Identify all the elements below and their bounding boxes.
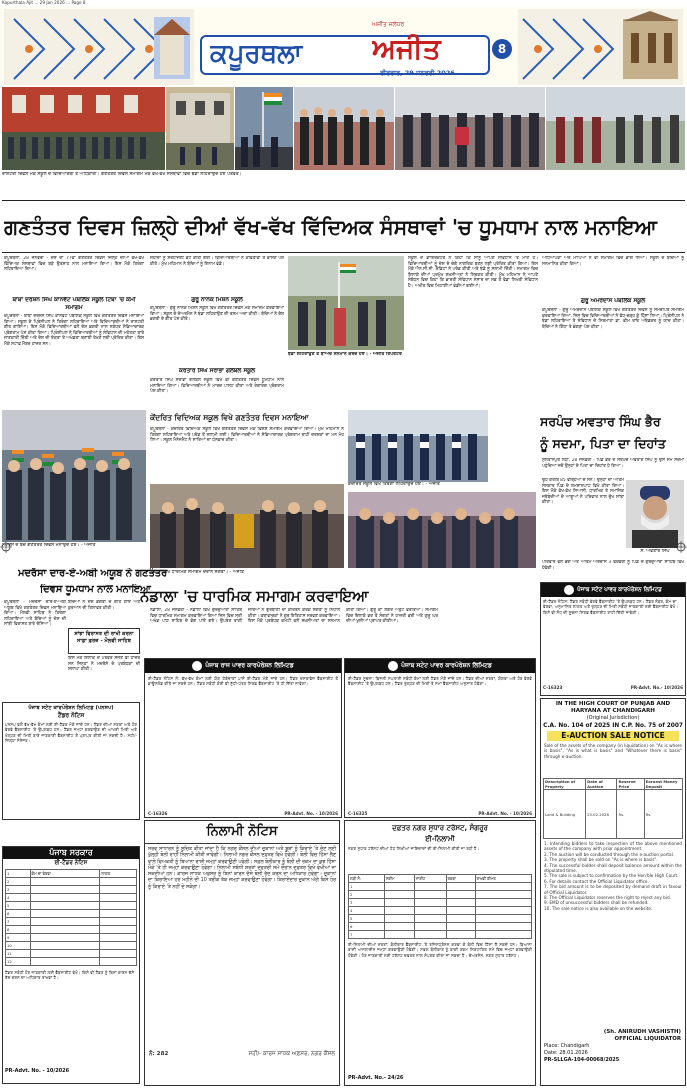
ad-pspcl-mid-1-code: C-16326 bbox=[148, 811, 168, 816]
divider bbox=[2, 252, 685, 253]
table-row: 7 bbox=[6, 918, 137, 926]
main-story-col-1-body: ਕਪੂਰਥਲਾ - ਬਾਬਾ ਦਰਸ਼ਨ ਸਿੰਘ ਕਾਨਵੈਂਟ ਪਬਲਿਕ ਸਕੂਲ ਵਿਖੇ ਗਣਤੰਤਰ ਦਿਵਸ ਮਨਾਇਆ ਗਿਆ। ਸਕੂਲ ਦੇ ਪ੍ਰਿੰਸੀਪਲ ਨੇ ਤਿਰੰਗਾ ਲਹਿਰਾਇਆ ਅਤੇ ਵਿਦਿਆਰਥੀਆਂ ਨੇ ਰਾਸ਼ਟਰੀ ਗੀਤ ਗਾਇਆ। ਇਸ ਮੌਕੇ ਵਿਦਿਆਰਥੀਆਂ ਵਲੋਂ ਦੇਸ਼ ਭਗਤੀ ਨਾਲ ਸਬੰਧਤ ਸੱਭਿਆਚਾਰਕ ਪ੍ਰੋਗਰਾਮ ਪੇਸ਼ ਕੀਤਾ ਗਿਆ। ਪ੍ਰਿੰਸੀਪਲ ਨੇ ਵਿਦਿਆਰਥੀਆਂ ਨੂੰ ਸੰਵਿਧਾਨ ਦੀ ਮਹੱਤਤਾ ਬਾਰੇ ਜਾਣਕਾਰੀ ਦਿੱਤੀ ਅਤੇ ਦੇਸ਼ ਦੀ ਏਕਤਾ ਤੇ ਅਖੰਡਤਾ ਬਣਾਈ ਰੱਖਣ ਲਈ ਪ੍ਰੇਰਿਤ ਕੀਤਾ। ਇਸ ਮੌਕੇ ਸਟਾਫ਼ ਮੈਂਬਰ ਹਾਜ਼ਰ ਸਨ। bbox=[4, 314, 144, 347]
masthead-page-number: 8 bbox=[492, 39, 512, 59]
story5-body: ਨਡਾਲਾ, 28 ਜਨਵਰੀ - ਨਡਾਲਾ ਵਿਖੇ ਗੁਰਦੁਆਰਾ ਸਾਹਿਬ ਵਿਚ ਧਾਰਮਿਕ ਸਮਾਗਮ ਕਰਵਾਇਆ ਗਿਆ ਜਿਸ ਵਿਚ ਸ੍ਰੀ ਅਖੰਡ ਪਾਠ ਸਾਹਿਬ ਦੇ ਭੋਗ ਪਾਏ ਗਏ। ਉਪਰੰਤ ਰਾਗੀ ਜਥਿਆਂ ਨੇ ਗੁਰਬਾਣੀ ਦਾ ਕੀਰਤਨ ਕਰਕੇ ਸੰਗਤਾਂ ਨੂੰ ਨਿਹਾਲ ਕੀਤਾ। ਕਥਾਵਾਚਕਾਂ ਨੇ ਗੁਰ ਇਤਿਹਾਸ ਸਰਵਣ ਕਰਵਾਇਆ। ਇਸ ਮੌਕੇ ਪ੍ਰਬੰਧਕ ਕਮੇਟੀ ਵਲੋਂ ਸ਼ਖ਼ਸੀਅਤਾਂ ਦਾ ਸਨਮਾਨ ਕੀਤਾ ਗਿਆ। ਗੁਰੂ ਕਾ ਲੰਗਰ ਅਤੁੱਟ ਵਰਤਿਆ। ਸਮਾਗਮ ਵਿਚ ਇਲਾਕੇ ਭਰ ਤੋਂ ਸੰਗਤਾਂ ਨੇ ਹਾਜ਼ਰੀ ਭਰੀ ਅਤੇ ਗੁਰੂ ਘਰ ਦੀਆਂ ਖੁਸ਼ੀਆਂ ਪ੍ਰਾਪਤ ਕੀਤੀਆਂ। bbox=[150, 608, 438, 625]
main-subhead-4: ਗੁਰੂ ਅਮਰਦਾਸ ਪਬਲਿਕ ਸਕੂਲ bbox=[580, 298, 646, 304]
main-story-col-5: ਅਧਿਆਪਕਾਂ ਅਤੇ ਮਾਪਿਆਂ ਨੇ ਵੀ ਸਮਾਗਮ ਵਿਚ ਭਾਗ ਲਿਆ। ਸਕੂਲ ਦੇ ਬੱਚਿਆਂ ਨੂੰ ਸਨਮਾਨਿਤ ਕੀਤਾ ਗਿਆ। bbox=[542, 256, 684, 267]
table-row: 11 bbox=[6, 950, 137, 958]
ad-improvement-trust bbox=[344, 820, 536, 1086]
ad-small-left-title: ਪੰਜਾਬ ਸਟੇਟ ਕਾਰਪੋਰੇਸ਼ਨ ਲਿਮਿਟਡ (ਪਨਸਪ) bbox=[28, 705, 114, 711]
main-story-col-2-body-b: ਕਰਤਾਰ ਸਿੰਘ ਸਰਾਭਾ ਗਲੋਬਲ ਸਕੂਲ ਵਿਖੇ ਵੀ ਗਣਤੰਤਰ ਦਿਵਸ ਧੂਮਧਾਮ ਨਾਲ ਮਨਾਇਆ ਗਿਆ। ਵਿਦਿਆਰਥੀਆਂ ਨੇ ਮਾਰਚ ਪਾਸਟ ਕੀਤਾ ਅਤੇ ਰੰਗਾਰੰਗ ਪ੍ਰੋਗਰਾਮ ਪੇਸ਼ ਕੀਤਾ। bbox=[150, 378, 284, 395]
table-row: 4 bbox=[349, 907, 532, 915]
story4-body-a: ਸੁਲਤਾਨਪੁਰ ਲੋਧੀ, 28 ਜਨਵਰੀ - ਪਿੰਡ ਭੈਰ ਦੇ ਸਰਪੰਚ ਅਵਤਾਰ ਸਿੰਘ ਨੂੰ ਉਸ ਸਮੇਂ ਸਦਮਾ ਪਹੁੰਚਿਆ ਜਦੋਂ ਉਨ੍ਹਾਂ ਦੇ ਪਿਤਾ ਦਾ ਦਿਹਾਂਤ ਹੋ ਗਿਆ। bbox=[542, 458, 684, 469]
ad-pspcl-right-code: C-16323 bbox=[543, 685, 563, 690]
ad-pspcl-mid-2-footer bbox=[345, 811, 535, 816]
ad-pspcl-mid-1-header bbox=[145, 659, 341, 673]
table-header: Earnest Money Deposit bbox=[644, 779, 682, 790]
story4-body-c: ਪਰਿਵਾਰ ਵਲੋਂ ਭੋਗ ਅਤੇ ਅੰਤਿਮ ਅਰਦਾਸ 3 ਫਰਵਰੀ ਨੂੰ ਪਿੰਡ ਦੇ ਗੁਰਦੁਆਰਾ ਸਾਹਿਬ ਵਿਖੇ ਹੋਵੇਗੀ। bbox=[542, 560, 684, 571]
court-notice-title: E-AUCTION SALE NOTICE bbox=[547, 731, 679, 741]
story3-boxed-quote: ਸਾਂਝਾ ਵਿਰਾਸਤ ਦੀ ਰਾਖੀ ਕਰਨਾ ਸਾਡਾ ਫ਼ਰਜ਼ - ਮੌਲਵੀ ਸਾਹਿਬ bbox=[68, 628, 140, 654]
story2-headline: ਕੇਂਦਰਿਤ ਵਿਦਿਅਕ ਸਕੂਲ ਵਿਖੇ ਗਣਤੰਤਰ ਦਿਵਸ ਮਨਾਇਆ bbox=[150, 413, 309, 422]
ad-small-left-body: ਪਨਸਪ ਵਲੋਂ ਵੱਖ-ਵੱਖ ਕੰਮਾਂ ਲਈ ਈ-ਟੈਂਡਰ ਮੰਗੇ ਜਾਂਦੇ ਹਨ। ਟੈਂਡਰ ਦੀਆਂ ਸ਼ਰਤਾਂ ਅਤੇ ਹੋਰ ਵੇਰਵੇ ਵੈੱਬਸਾਈਟ 'ਤੇ ਉਪਲਬਧ ਹਨ। ਟੈਂਡਰ ਜਮ੍ਹਾਂ ਕਰਵਾਉਣ ਦੀ ਆਖਰੀ ਮਿਤੀ ਅਤੇ ਖੋਲ੍ਹਣ ਦੀ ਮਿਤੀ ਬਾਰੇ ਜਾਣਕਾਰੀ ਵੈੱਬਸਾਈਟ ਤੋਂ ਪ੍ਰਾਪਤ ਕੀਤੀ ਜਾ ਸਕਦੀ ਹੈ। ਸਹੀ/- ਜ਼ਿਲ੍ਹਾ ਮੈਨੇਜਰ। bbox=[5, 722, 137, 744]
photo-honour-ceremony bbox=[395, 87, 545, 170]
nilami-body: ਸਰਵ ਸਾਧਾਰਨ ਨੂੰ ਸੂਚਿਤ ਕੀਤਾ ਜਾਂਦਾ ਹੈ ਕਿ ਨਗਰ ਕੌਂਸਲ ਦੀਆਂ ਦੁਕਾਨਾਂ ਅਤੇ ਬੂਥਾਂ ਨੂੰ ਕਿਰਾਏ 'ਤੇ ਦੇਣ ਲਈ ਖੁੱਲ੍ਹੀ ਬੋਲੀ ਰਾਹੀਂ ਨਿਲਾਮੀ ਕੀਤੀ ਜਾਵੇਗੀ। ਨਿਲਾਮੀ ਨਗਰ ਕੌਂਸਲ ਦਫ਼ਤਰ ਵਿਖੇ ਹੋਵੇਗੀ। ਬੋਲੀ ਵਿਚ ਹਿੱਸਾ ਲੈਣ ਵਾਲੇ ਵਿਅਕਤੀ ਨੂੰ ਬਿਆਨਾ ਰਾਸ਼ੀ ਜਮ੍ਹਾਂ ਕਰਵਾਉਣੀ ਪਵੇਗੀ। ਸਫ਼ਲ ਬੋਲੀਕਾਰ ਨੂੰ ਬੋਲੀ ਦੀ ਰਕਮ ਦਾ ਕੁਝ ਹਿੱਸਾ ਮੌਕੇ 'ਤੇ ਹੀ ਜਮ੍ਹਾਂ ਕਰਵਾਉਣਾ ਹੋਵੇਗਾ। ਨਿਲਾਮੀ ਸਬੰਧੀ ਸ਼ਰਤਾਂ ਦਫ਼ਤਰੀ ਸਮੇਂ ਦੌਰਾਨ ਦਫ਼ਤਰ ਵਿਖੇ ਵੇਖੀਆਂ ਜਾ ਸਕਦੀਆਂ ਹਨ। ਕਾਰਜ ਸਾਧਕ ਅਫ਼ਸਰ ਨੂੰ ਬਿਨਾਂ ਕਾਰਨ ਦੱਸੇ ਬੋਲੀ ਰੱਦ ਕਰਨ ਦਾ ਅਧਿਕਾਰ ਹੋਵੇਗਾ। ਦੁਕਾਨਾਂ ਦਾ ਕਿਰਾਇਆ ਹਰ ਮਹੀਨੇ ਦੀ 10 ਤਰੀਕ ਤੱਕ ਜਮ੍ਹਾਂ ਕਰਵਾਉਣਾ ਹੋਵੇਗਾ। ਕਿਰਾਏਦਾਰ ਦੁਕਾਨ ਅੱਗੇ ਕਿਸੇ ਹੋਰ ਨੂੰ ਕਿਰਾਏ 'ਤੇ ਨਹੀਂ ਦੇ ਸਕੇਗਾ। bbox=[148, 847, 336, 890]
table-row: 2 bbox=[349, 891, 532, 899]
ad-pspcl-right-footer bbox=[541, 685, 685, 690]
ad-pspcl-mid-1-title: ਪੰਜਾਬ ਰਾਜ ਪਾਵਰ ਕਾਰਪੋਰੇਸ਼ਨ ਲਿਮਿਟਡ bbox=[205, 662, 294, 669]
court-signature-name: (Sh. ANIRUDH VASHISTH) bbox=[603, 1029, 681, 1035]
ad-punjab-sarkar-body: ਟੈਂਡਰ ਸਬੰਧੀ ਹੋਰ ਜਾਣਕਾਰੀ ਲਈ ਵੈੱਬਸਾਈਟ ਵੇਖੋ। ਕਿਸੇ ਵੀ ਟੈਂਡਰ ਨੂੰ ਬਿਨਾਂ ਕਾਰਨ ਦੱਸੇ ਰੱਦ ਕਰਨ ਦਾ ਅਧਿਕਾਰ ਰਾਖਵਾਂ ਹੈ। bbox=[5, 970, 135, 981]
table-header: Description of Property bbox=[544, 779, 586, 790]
ad-pspcl-mid-2 bbox=[344, 658, 536, 818]
pspcl-logo-icon bbox=[388, 661, 398, 671]
top-photos-caption: ਰਾਸ਼ਟਰੀ ਦਿਵਸ ਮੌਕੇ ਸਕੂਲ ਦੇ ਵਿਦਿਆਰਥੀ ਤੇ ਅਧਿਕਾਰੀ। ਗਣਤੰਤਰ ਦਿਵਸ ਸਮਾਗਮ ਮੌਕੇ ਵੱਖ-ਵੱਖ ਸੰਸਥਾਵਾਂ ਵਿਚ ਝੰਡਾ ਲਹਿਰਾਉਂਦੇ ਹੋਏ ਪਤਵੰਤੇ। bbox=[2, 172, 242, 177]
main-story-col-1: ਕਪੂਰਥਲਾ, 28 ਜਨਵਰੀ - ਦੇਸ਼ ਦਾ 77ਵਾਂ ਗਣਤੰਤਰ ਦਿਵਸ ਜ਼ਿਲ੍ਹੇ ਦੀਆਂ ਵੱਖ-ਵੱਖ ਵਿੱਦਿਅਕ ਸੰਸਥਾਵਾਂ ਵਿਚ ਬੜੇ ਉਤਸ਼ਾਹ ਨਾਲ ਮਨਾਇਆ ਗਿਆ। ਇਸ ਮੌਕੇ ਤਿਰੰਗਾ ਲਹਿਰਾਇਆ ਗਿਆ। bbox=[4, 256, 144, 273]
ad-punjab-sarkar-ref: PR-Advt. No. - 10/2026 bbox=[5, 1068, 70, 1074]
ad-pspcl-mid-2-body: ਈ-ਟੈਂਡਰ ਸੂਚਨਾ: ਬਿਜਲੀ ਸਪਲਾਈ ਸਬੰਧੀ ਕੰਮਾਂ ਲਈ ਟੈਂਡਰ ਮੰਗੇ ਜਾਂਦੇ ਹਨ। ਟੈਂਡਰ ਦੀਆਂ ਸ਼ਰਤਾਂ, ਯੋਗਤਾ ਅਤੇ ਹੋਰ ਵੇਰਵੇ ਵੈੱਬਸਾਈਟ 'ਤੇ ਉਪਲਬਧ ਹਨ। ਟੈਂਡਰ ਖੁੱਲ੍ਹਣ ਦੀ ਮਿਤੀ ਤੇ ਸਮਾਂ ਵੈੱਬਸਾਈਟ ਅਨੁਸਾਰ ਹੋਵੇਗਾ। bbox=[348, 676, 532, 687]
main-headline: ਗਣਤੰਤਰ ਦਿਵਸ ਜ਼ਿਲ੍ਹੇ ਦੀਆਂ ਵੱਖ-ਵੱਖ ਵਿੱਦਿਅਕ ਸੰਸਥਾਵਾਂ 'ਚ ਧੂਮਧਾਮ ਨਾਲ ਮਨਾਇਆ bbox=[4, 215, 657, 239]
story3-body: ਕਪੂਰਥਲਾ - ਮਦਰੱਸਾ ਦਾਰ-ਏ-ਅਬੀ ਅਯੂਬ ਵਿਖੇ ਗਣਤੰਤਰ ਦਿਵਸ ਮਨਾਇਆ ਗਿਆ। ਮੌਲਵੀ ਸਾਹਿਬ ਨੇ ਤਿਰੰਗਾ ਲਹਿਰਾਇਆ ਅਤੇ ਬੱਚਿਆਂ ਨੂੰ ਦੇਸ਼ ਦੀ ਸਾਂਝੀ ਵਿਰਾਸਤ ਬਾਰੇ ਦੱਸਿਆ। bbox=[4, 600, 66, 628]
table-row: 4 bbox=[6, 894, 137, 902]
story5-caption: ਨਡਾਲਾ ਵਿਖੇ ਧਾਰਮਿਕ ਸਮਾਗਮ ਦੌਰਾਨ ਸੰਗਤਾਂ। - ਅਜੀਤ bbox=[150, 570, 244, 575]
ad-pspcl-mid-1-body: ਈ-ਟੈਂਡਰ ਨੋਟਿਸ ਨੰ: ਵੱਖ-ਵੱਖ ਕੰਮਾਂ ਲਈ ਯੋਗ ਠੇਕੇਦਾਰਾਂ ਪਾਸੋਂ ਈ-ਟੈਂਡਰ ਮੰਗੇ ਜਾਂਦੇ ਹਨ। ਟੈਂਡਰ ਦਸਤਾਵੇਜ਼ ਵੈੱਬਸਾਈਟ ਤੋਂ ਡਾਊਨਲੋਡ ਕੀਤੇ ਜਾ ਸਕਦੇ ਹਨ। ਟੈਂਡਰ ਸਬੰਧੀ ਕੋਈ ਵੀ ਸ਼ੁੱਧੀ-ਪੱਤਰ ਸਿਰਫ਼ ਵੈੱਬਸਾਈਟ 'ਤੇ ਹੀ ਦਿੱਤਾ ਜਾਵੇਗਾ। bbox=[148, 676, 338, 687]
divider bbox=[2, 200, 685, 201]
table-row: 3 bbox=[349, 899, 532, 907]
ad-small-left-subtitle: ਟੈਂਡਰ ਨੋਟਿਸ bbox=[57, 713, 85, 719]
table-row: ਲੜੀ ਨੰ: ਸਕੀਮ ਸਾਈਟ ਰਕਬਾ ਰਾਖਵੀਂ ਕੀਮਤ bbox=[349, 875, 532, 883]
print-strip bbox=[2, 0, 685, 7]
main-story-col-4: ਸਕੂਲ ਦੇ ਡਾਇਰੈਕਟਰ ਨੇ ਕਿਹਾ ਕਿ ਸਾਨੂੰ ਆਪਣੇ ਸੰਵਿਧਾਨ 'ਤੇ ਮਾਣ ਹੈ। ਵਿਦਿਆਰਥੀਆਂ ਨੂੰ ਦੇਸ਼ ਦੇ ਚੰਗੇ ਨਾਗਰਿਕ ਬਣਨ ਲਈ ਪ੍ਰੇਰਿਤ ਕੀਤਾ ਗਿਆ। ਇਸ ਮੌਕੇ ਐਨ.ਸੀ.ਸੀ. ਕੈਡਿਟਾਂ ਨੇ ਪਰੇਡ ਕੀਤੀ ਅਤੇ ਝੰਡੇ ਨੂੰ ਸਲਾਮੀ ਦਿੱਤੀ। ਸਮਾਗਮ ਵਿਚ ਇਲਾਕੇ ਦੀਆਂ ਪ੍ਰਮੁੱਖ ਸ਼ਖ਼ਸੀਅਤਾਂ ਨੇ ਸ਼ਿਰਕਤ ਕੀਤੀ। ਮੁੱਖ ਮਹਿਮਾਨ ਨੇ ਆਪਣੇ ਸੰਬੋਧਨ ਵਿਚ ਕਿਹਾ ਕਿ ਭਾਰਤੀ ਸੰਵਿਧਾਨ ਸੰਸਾਰ ਦਾ ਸਭ ਤੋਂ ਵੱਡਾ ਲਿਖਤੀ ਸੰਵਿਧਾਨ ਹੈ। ਅਖੀਰ ਵਿਚ ਮਿਠਾਈਆਂ ਵੰਡੀਆਂ ਗਈਆਂ। bbox=[408, 256, 538, 289]
nilami-footer bbox=[145, 1050, 339, 1058]
ad-pspcl-right-ref: PR-Advt. No.- 10/2026 bbox=[630, 685, 683, 690]
court-auction-table bbox=[543, 778, 683, 839]
story3-headline-1: ਮਦਰੱਸਾ ਦਾਰ-ਏ-ਅਬੀ ਅਯੂਬ ਨੇ ਗਣਤੰਤਰ bbox=[18, 568, 168, 579]
story3-photo-caption: ਮਦਰੱਸੇ ਦੇ ਬੱਚੇ ਗਣਤੰਤਰ ਦਿਵਸ ਮਨਾਉਂਦੇ ਹੋਏ। - ਅਜੀਤ bbox=[2, 543, 96, 548]
table-row: 5 bbox=[349, 915, 532, 923]
story3-body-b: ਬੱਚਿਆਂ ਨੇ ਦੇਸ਼ ਭਗਤੀ ਦੇ ਗੀਤ ਗਾਏ ਅਤੇ ਕੁਰਆਨ ਦੀ ਤਿਲਾਵਤ ਕੀਤੀ। bbox=[68, 600, 140, 611]
masthead-paper: ਅਜੀਤ bbox=[372, 32, 441, 65]
table-row: Land & Building 25.02.2026 Rs. Rs. bbox=[544, 790, 683, 839]
story2-photo-caption: ਕੇਂਦਰਿਤ ਸਕੂਲ ਵਿਖੇ ਤਿਰੰਗਾ ਲਹਿਰਾਉਂਦੇ ਹੋਏ। - ਅਜੀਤ bbox=[348, 482, 440, 487]
table-row: 6 bbox=[6, 910, 137, 918]
trust-subtitle: ਈ-ਨਿਲਾਮੀ bbox=[425, 835, 455, 843]
main-subhead-1: ਬਾਬਾ ਦਰਸ਼ਨ ਸਿੰਘ ਕਾਨਵੈਂਟ ਪਬਲਿਕ ਸਕੂਲ ਟਿੱਬਾ 'ਚ ਕੌਮੀ ਸਮਾਗਮ bbox=[12, 297, 136, 311]
story4-headline-1: ਸਰਪੰਚ ਅਵਤਾਰ ਸਿੰਘ ਭੈਰ bbox=[540, 414, 661, 429]
story5-headline: ਨਡਾਲਾ 'ਚ ਧਾਰਮਿਕ ਸਮਾਗਮ ਕਰਵਾਇਆ bbox=[140, 587, 369, 605]
story2-body: ਕਪੂਰਥਲਾ - ਕੇਂਦਰਿਤ ਵਿਦਿਅਕ ਸਕੂਲ ਵਿਖੇ ਗਣਤੰਤਰ ਦਿਵਸ ਮੌਕੇ ਵਿਸ਼ੇਸ਼ ਸਮਾਗਮ ਕਰਵਾਇਆ ਗਿਆ। ਮੁੱਖ ਮਹਿਮਾਨ ਨੇ ਤਿਰੰਗਾ ਲਹਿਰਾਇਆ ਅਤੇ ਪਰੇਡ ਤੋਂ ਸਲਾਮੀ ਲਈ। ਵਿਦਿਆਰਥੀਆਂ ਨੇ ਸੱਭਿਆਚਾਰਕ ਪ੍ਰੋਗਰਾਮ ਰਾਹੀਂ ਦਰਸ਼ਕਾਂ ਦਾ ਮਨ ਮੋਹ ਲਿਆ। ਸਕੂਲ ਮੈਨੇਜਮੈਂਟ ਨੇ ਸਾਰਿਆਂ ਦਾ ਧੰਨਵਾਦ ਕੀਤਾ। bbox=[150, 427, 344, 444]
main-subhead-3: ਕਰਤਾਰ ਸਿੰਘ ਸਰਾਭਾ ਗਲੋਬਲ ਸਕੂਲ bbox=[178, 368, 256, 374]
ad-nilami-notice bbox=[144, 820, 340, 1086]
story3-headline-2: ਦਿਵਸ ਧੂਮਧਾਮ ਨਾਲ ਮਨਾਇਆ bbox=[40, 584, 151, 595]
ad-punjab-sarkar-table bbox=[5, 869, 137, 966]
ad-punjab-sarkar-subtitle: ਈ-ਟੈਂਡਰ ਨੋਟਿਸ bbox=[54, 860, 88, 866]
masthead-date: ਵੀਰਵਾਰ, 29 ਜਨਵਰੀ 2026 bbox=[380, 69, 455, 77]
photo-children-flags bbox=[2, 410, 146, 542]
main-story-col-2-body: ਕਪੂਰਥਲਾ - ਗੁਰੂ ਨਾਨਕ ਮਿਸ਼ਨ ਸਕੂਲ ਵਿਖੇ ਗਣਤੰਤਰ ਦਿਵਸ ਮੌਕੇ ਸਮਾਗਮ ਕਰਵਾਇਆ ਗਿਆ। ਸਕੂਲ ਦੇ ਚੇਅਰਮੈਨ ਨੇ ਝੰਡਾ ਲਹਿਰਾਉਣ ਦੀ ਰਸਮ ਅਦਾ ਕੀਤੀ। ਬੱਚਿਆਂ ਨੇ ਦੇਸ਼ ਭਗਤੀ ਦੇ ਗੀਤ ਪੇਸ਼ ਕੀਤੇ। bbox=[150, 306, 284, 323]
ad-pspcl-mid-2-header bbox=[345, 659, 535, 673]
court-name: IN THE HIGH COURT OF PUNJAB AND HARYANA AT CHANDIGARH bbox=[555, 701, 671, 714]
table-row: 8 bbox=[6, 926, 137, 934]
table-row bbox=[544, 779, 683, 790]
table-row: 7 bbox=[349, 931, 532, 939]
registration-mark-icon bbox=[675, 541, 687, 553]
story4-body-b: ਉਹ ਕਰੀਬ 85 ਵਰ੍ਹਿਆਂ ਦੇ ਸਨ। ਉਨ੍ਹਾਂ ਦਾ ਅੰਤਿਮ ਸੰਸਕਾਰ ਪਿੰਡ ਦੇ ਸ਼ਮਸ਼ਾਨਘਾਟ ਵਿਖੇ ਕੀਤਾ ਗਿਆ। ਇਸ ਮੌਕੇ ਵੱਖ-ਵੱਖ ਸਿਆਸੀ, ਧਾਰਮਿਕ ਤੇ ਸਮਾਜਿਕ ਜਥੇਬੰਦੀਆਂ ਦੇ ਆਗੂਆਂ ਨੇ ਪਰਿਵਾਰ ਨਾਲ ਦੁੱਖ ਸਾਂਝਾ ਕੀਤਾ। bbox=[542, 478, 624, 506]
masthead bbox=[0, 7, 687, 85]
ad-punjab-sarkar bbox=[2, 846, 140, 1084]
table-row: 1 ਕੰਮ ਦਾ ਵੇਰਵਾ ਲਾਗਤ bbox=[6, 870, 137, 878]
table-row: 12 bbox=[6, 958, 137, 966]
photo-school-parade bbox=[2, 87, 165, 170]
ad-pspcl-mid-1-footer bbox=[145, 811, 341, 816]
photo-march-past bbox=[546, 87, 685, 170]
court-date: Date: 28.01.2026 bbox=[544, 1050, 588, 1056]
trust-ref: PR-Advt. No.- 24/26 bbox=[348, 1075, 404, 1081]
table-row: 10 bbox=[6, 942, 137, 950]
print-strip-left: Kapurthala Ajit ... 29 Jan 2026 ... Page 8 bbox=[2, 0, 86, 5]
trust-table bbox=[348, 874, 532, 939]
masthead-pattern-left bbox=[4, 9, 194, 85]
table-header: Reserve Price bbox=[617, 779, 644, 790]
court-case-number: C.A. No. 104 of 2025 IN C.P. No. 75 of 2007 bbox=[543, 723, 683, 729]
registration-mark-icon bbox=[0, 541, 12, 553]
main-story-col-5-body: ਕਪੂਰਥਲਾ - ਗੁਰੂ ਅਮਰਦਾਸ ਪਬਲਿਕ ਸਕੂਲ ਵਿਖੇ ਗਣਤੰਤਰ ਦਿਵਸ ਨੂੰ ਸਮਰਪਿਤ ਸਮਾਗਮ ਕਰਵਾਇਆ ਗਿਆ, ਜਿਸ ਵਿਚ ਵਿਦਿਆਰਥੀਆਂ ਨੇ ਵੱਧ-ਚੜ੍ਹ ਕੇ ਹਿੱਸਾ ਲਿਆ। ਪ੍ਰਿੰਸੀਪਲ ਨੇ ਝੰਡਾ ਲਹਿਰਾਇਆ ਤੇ ਸੰਵਿਧਾਨ ਦੇ ਨਿਰਮਾਤਾ ਡਾ. ਭੀਮ ਰਾਓ ਅੰਬੇਡਕਰ ਨੂੰ ਯਾਦ ਕੀਤਾ। ਬੱਚਿਆਂ ਨੇ ਗਿੱਧਾ ਤੇ ਭੰਗੜਾ ਪੇਸ਼ ਕੀਤਾ। bbox=[542, 308, 684, 330]
table-row: 9 bbox=[6, 934, 137, 942]
ad-pspcl-right-body: ਈ-ਟੈਂਡਰ ਨੋਟਿਸ: ਟੈਂਡਰ ਸਬੰਧੀ ਵੇਰਵੇ ਵੈੱਬਸਾਈਟ 'ਤੇ ਉਪਲਬਧ ਹਨ। ਟੈਂਡਰ ਨੰਬਰ, ਕੰਮ ਦਾ ਵੇਰਵਾ, ਅਨੁਮਾਨਿਤ ਲਾਗਤ ਅਤੇ ਖੁੱਲ੍ਹਣ ਦੀ ਮਿਤੀ ਸਬੰਧੀ ਜਾਣਕਾਰੀ ਲਈ ਵੈੱਬਸਾਈਟ ਵੇਖੋ। ਕਿਸੇ ਵੀ ਸੋਧ ਦੀ ਸੂਚਨਾ ਸਿਰਫ਼ ਵੈੱਬਸਾਈਟ ਰਾਹੀਂ ਦਿੱਤੀ ਜਾਵੇਗੀ। bbox=[543, 599, 679, 615]
ad-pspcl-right-header bbox=[541, 583, 685, 597]
photo-dignitaries bbox=[294, 87, 394, 170]
ad-pspcl-mid-2-code: C-16325 bbox=[348, 811, 368, 816]
court-signature-role: OFFICIAL LIQUIDATOR bbox=[614, 1036, 681, 1042]
photo-school-building bbox=[166, 87, 234, 170]
main-photo-caption: ਝੰਡਾ ਲਹਿਰਾਉਣ ਤੋਂ ਬਾਅਦ ਸਨਮਾਨ ਕਰਦੇ ਹੋਏ। - ਅਜੀਤ ਰਿਪੋਰਟਰ bbox=[288, 352, 402, 357]
table-row: 2 bbox=[6, 878, 137, 886]
table-row: 6 bbox=[349, 923, 532, 931]
trust-title: ਦਫ਼ਤਰ ਨਗਰ ਸੁਧਾਰ ਟਰੱਸਟ, ਸੰਗਰੂਰ bbox=[392, 824, 488, 832]
ad-pspcl-right-title: ਪੰਜਾਬ ਸਟੇਟ ਪਾਵਰ ਕਾਰਪੋਰੇਸ਼ਨ ਲਿਮਿਟਡ bbox=[577, 586, 662, 593]
trust-terms: ਈ-ਨਿਲਾਮੀ ਦੀਆਂ ਸ਼ਰਤਾਂ: ਬੋਲੀਕਾਰ ਵੈੱਬਸਾਈਟ 'ਤੇ ਰਜਿਸਟ੍ਰੇਸ਼ਨ ਕਰਵਾ ਕੇ ਬੋਲੀ ਵਿਚ ਹਿੱਸਾ ਲੈ ਸਕਦੇ ਹਨ। ਬਿਆਨਾ ਰਾਸ਼ੀ ਆਨਲਾਈਨ ਜਮ੍ਹਾਂ ਕਰਵਾਉਣੀ ਹੋਵੇਗੀ। ਸਫ਼ਲ ਬੋਲੀਕਾਰ ਨੂੰ ਬਾਕੀ ਰਕਮ ਨਿਰਧਾਰਿਤ ਸਮੇਂ ਵਿਚ ਜਮ੍ਹਾਂ ਕਰਵਾਉਣੀ ਹੋਵੇਗੀ। ਹੋਰ ਜਾਣਕਾਰੀ ਲਈ ਟਰੱਸਟ ਦਫ਼ਤਰ ਨਾਲ ਸੰਪਰਕ ਕੀਤਾ ਜਾ ਸਕਦਾ ਹੈ। ਚੇਅਰਮੈਨ, ਨਗਰ ਸੁਧਾਰ ਟਰੱਸਟ। bbox=[348, 942, 532, 958]
photo-felicitation bbox=[150, 484, 344, 568]
photo-main-story bbox=[288, 256, 404, 350]
story4-headline-2: ਨੂੰ ਸਦਮਾ, ਪਿਤਾ ਦਾ ਦਿਹਾਂਤ bbox=[540, 436, 666, 451]
main-subhead-2: ਗੁਰੂ ਨਾਨਕ ਮਿਸ਼ਨ ਸਕੂਲ bbox=[191, 297, 243, 303]
story4-photo-caption: ਸ. ਅਵਤਾਰ ਸਿੰਘ bbox=[640, 549, 670, 554]
court-terms: 1. Intending bidders to take inspection of the above mentioned assets of the company with prior appointment. 2. The auction will be conducted through the e-auction portal. 3. The property shall be sold on "As is where is basis". 4. The successful bidder shall deposit balance amount within the stipulated time. 5. The sale is subject to confirmation by the Hon'ble High Court. 6. For details contact the Official Liquidator office. 7. The bid amount is to be deposited by demand draft in favour of Official Liquidator. 8. The Official Liquidator reserves the right to reject any bid. 9. EMD of unsuccessful bidders shall be refunded. 10. The sale notice is also available on the website. bbox=[544, 841, 682, 911]
photo-prayer-gathering bbox=[348, 492, 536, 568]
photo-obituary bbox=[626, 480, 684, 548]
ad-punjab-sarkar-title: ਪੰਜਾਬ ਸਰਕਾਰ bbox=[3, 847, 139, 859]
ad-small-left bbox=[2, 702, 140, 820]
nilami-sign: ਸਹੀ/- ਕਾਰਜ ਸਾਧਕ ਅਫ਼ਸਰ, ਨਗਰ ਕੌਂਸਲ bbox=[248, 1051, 335, 1057]
photo-flag-hoisting bbox=[235, 87, 293, 170]
court-jurisdiction: (Original Jurisdiction) bbox=[586, 715, 640, 721]
nilami-title: ਨਿਲਾਮੀ ਨੋਟਿਸ bbox=[145, 821, 339, 844]
court-place: Place: Chandigarh bbox=[544, 1043, 590, 1049]
main-story-col-2: ਸ਼ਹੀਦਾਂ ਨੂੰ ਸ਼ਰਧਾਂਜਲੀ ਭੇਟ ਕੀਤੀ ਗਈ। ਵਿਦਿਆਰਥੀਆਂ ਨੇ ਕਵਿਤਾਵਾਂ ਤੇ ਭਾਸ਼ਣ ਪੇਸ਼ ਕੀਤੇ। ਮੁੱਖ ਮਹਿਮਾਨ ਨੇ ਬੱਚਿਆਂ ਨੂੰ ਇਨਾਮ ਵੰਡੇ। bbox=[150, 256, 284, 267]
table-row: 5 bbox=[6, 902, 137, 910]
masthead-pattern-right bbox=[518, 9, 683, 85]
table-row: 1 bbox=[349, 883, 532, 891]
ad-pspcl-mid-2-ref: PR-Advt. No. - 10/2026 bbox=[478, 811, 532, 816]
trust-intro: ਨਗਰ ਸੁਧਾਰ ਟਰੱਸਟ ਦੀਆਂ ਹੇਠ ਲਿਖੀਆਂ ਜਾਇਦਾਦਾਂ ਦੀ ਈ-ਨਿਲਾਮੀ ਕੀਤੀ ਜਾ ਰਹੀ ਹੈ। bbox=[348, 846, 480, 851]
nilami-number: ਨੰ: 282 bbox=[149, 1051, 169, 1057]
table-header: Date of Auction bbox=[586, 779, 617, 790]
pspcl-logo-icon bbox=[192, 661, 202, 671]
ad-pspcl-right bbox=[540, 582, 686, 696]
masthead-city: ਕਪੂਰਥਲਾ bbox=[210, 39, 303, 69]
ad-pspcl-mid-1 bbox=[144, 658, 342, 818]
court-footer: PR-SLLGA-104-00068/2025 bbox=[544, 1057, 620, 1063]
table-row: 3 bbox=[6, 886, 137, 894]
court-intro: Sale of the assets of the company (in liquidation) on "As is where is basis", "As is what is basis" and "Whatever there is basis" through e-auction. bbox=[544, 743, 682, 759]
pspcl-logo-icon bbox=[564, 585, 574, 595]
ad-pspcl-mid-2-title: ਪੰਜਾਬ ਸਟੇਟ ਪਾਵਰ ਕਾਰਪੋਰੇਸ਼ਨ ਲਿਮਿਟਡ bbox=[401, 662, 492, 669]
photo-kendrit-school bbox=[348, 410, 488, 482]
masthead-tagline: ਅਜੀਤ ਜਲੰਧਰ bbox=[372, 21, 405, 28]
ad-court-notice bbox=[540, 698, 686, 1086]
story3-body-c: ਇਸ ਮੌਕੇ ਇਲਾਕੇ ਦੇ ਪਤਵੰਤੇ ਸੱਜਣ ਵੀ ਹਾਜ਼ਰ ਸਨ ਜਿਨ੍ਹਾਂ ਨੇ ਮਦਰੱਸੇ ਦੇ ਪ੍ਰਬੰਧਕਾਂ ਦੀ ਸ਼ਲਾਘਾ ਕੀਤੀ। bbox=[68, 656, 140, 673]
ad-pspcl-mid-1-ref: PR-Advt. No. - 10/2026 bbox=[284, 811, 338, 816]
